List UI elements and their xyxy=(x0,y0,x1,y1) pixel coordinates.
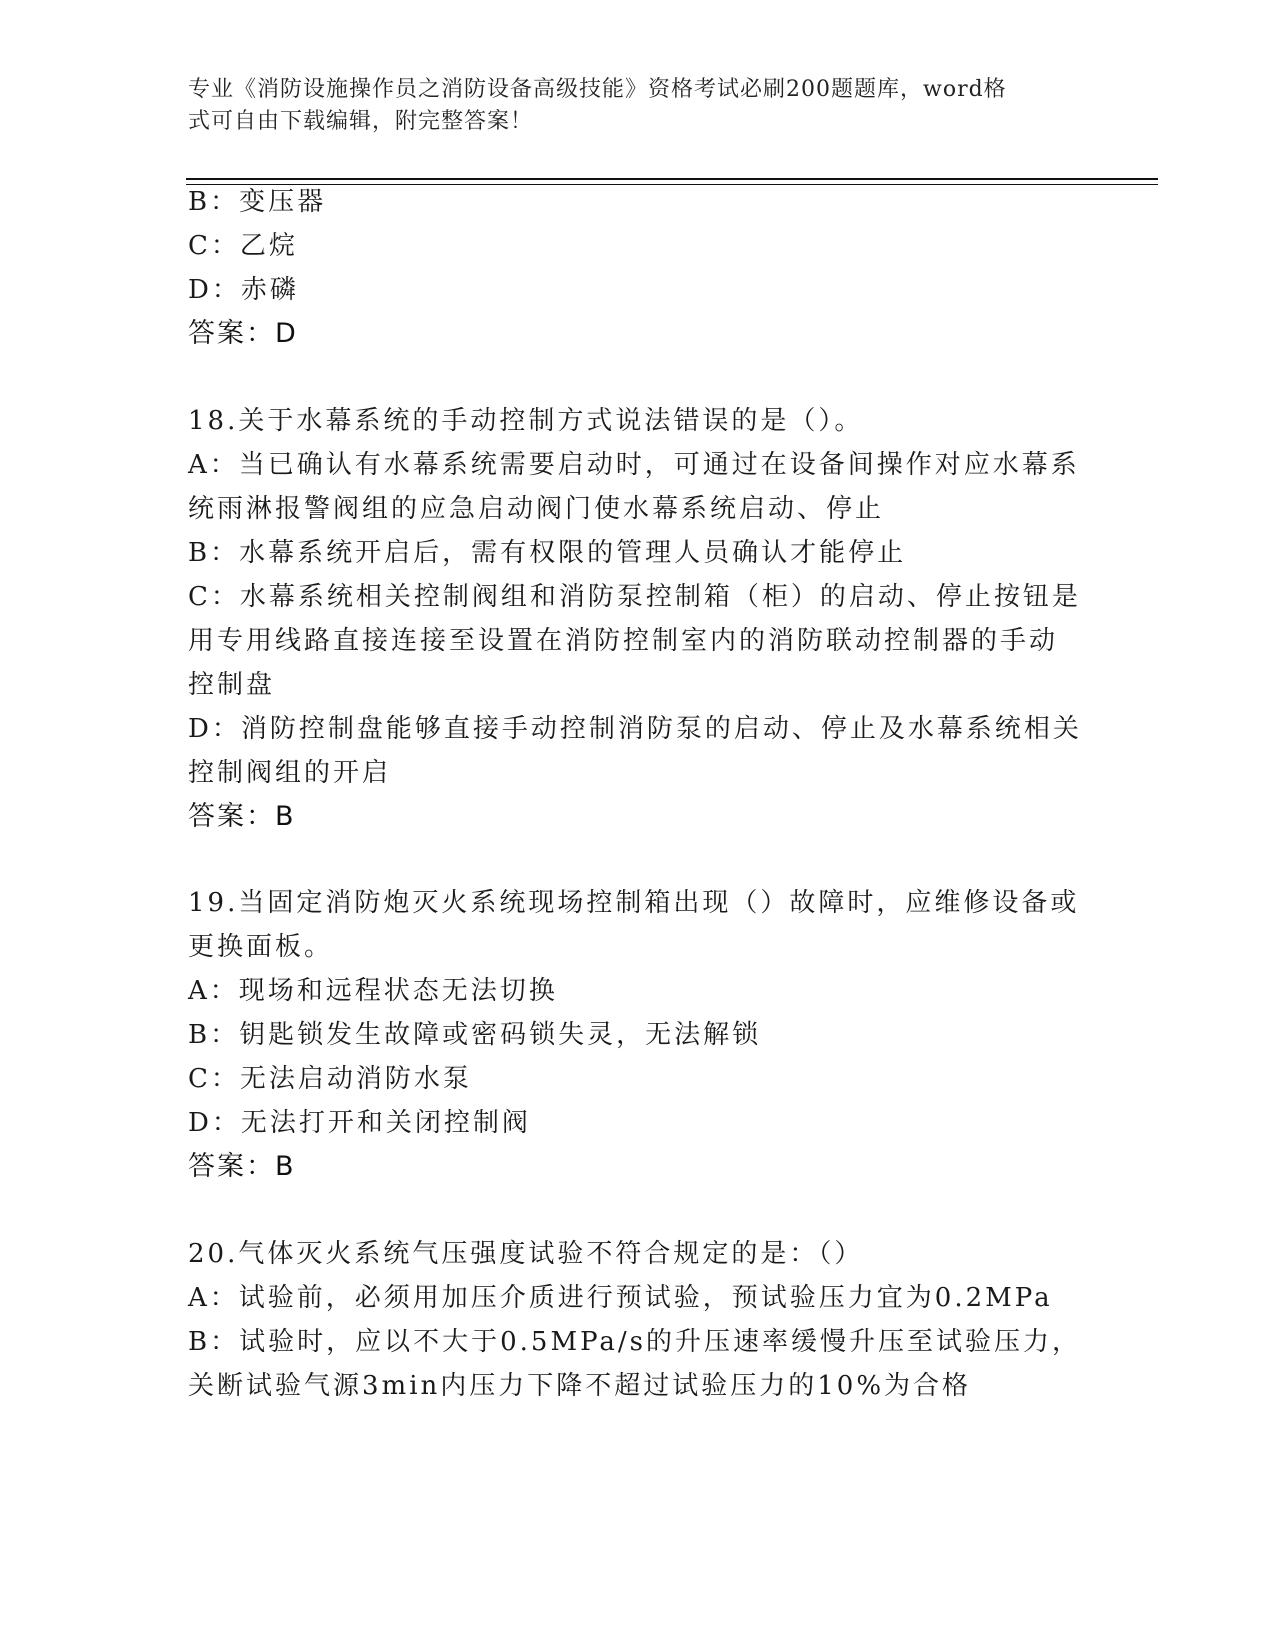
q18-option-c-cont: 用专用线路直接连接至设置在消防控制室内的消防联动控制器的手动 xyxy=(188,626,1059,656)
q18-option-a: A：当已确认有水幕系统需要启动时，可通过在设备间操作对应水幕系 xyxy=(188,450,1080,480)
prev-option-c: C：乙烷 xyxy=(188,231,298,261)
header-rule-thick xyxy=(186,178,1158,180)
q18-stem: 18.关于水幕系统的手动控制方式说法错误的是（）。 xyxy=(188,406,864,436)
q18-option-b: B：水幕系统开启后，需有权限的管理人员确认才能停止 xyxy=(188,538,907,568)
header-rule-thin xyxy=(186,184,1158,185)
header-line-2: 式可自由下载编辑，附完整答案！ xyxy=(188,109,534,134)
q20-stem: 20.气体灭火系统气压强度试验不符合规定的是：（） xyxy=(188,1239,864,1269)
q19-option-d: D：无法打开和关闭控制阀 xyxy=(188,1108,531,1138)
q19-option-b: B：钥匙锁发生故障或密码锁失灵，无法解锁 xyxy=(188,1020,762,1050)
q18-option-c-cont-2: 控制盘 xyxy=(188,670,276,700)
q18-option-c: C：水幕系统相关控制阀组和消防泵控制箱（柜）的启动、停止按钮是 xyxy=(188,582,1081,612)
prev-option-b: B：变压器 xyxy=(188,187,327,217)
page-header xyxy=(188,74,1068,138)
q19-stem: 19.当固定消防炮灭火系统现场控制箱出现（）故障时，应维修设备或 xyxy=(188,888,1080,918)
q19-option-c: C：无法启动消防水泵 xyxy=(188,1064,472,1094)
q19-answer: 答案：B xyxy=(188,1151,296,1182)
q18-option-d-cont: 控制阀组的开启 xyxy=(188,758,392,788)
q18-option-d: D：消防控制盘能够直接手动控制消防泵的启动、停止及水幕系统相关 xyxy=(188,714,1082,744)
q20-option-b-cont: 关断试验气源3min内压力下降不超过试验压力的10%为合格 xyxy=(188,1371,972,1401)
q20-option-b: B：试验时，应以不大于0.5MPa/s的升压速率缓慢升压至试验压力， xyxy=(188,1327,1082,1357)
header-line-1: 专业《消防设施操作员之消防设备高级技能》资格考试必刷200题题库，word格 xyxy=(188,77,1007,102)
q19-option-a: A：现场和远程状态无法切换 xyxy=(188,976,558,1006)
q18-answer: 答案：B xyxy=(188,801,296,832)
prev-option-d: D：赤磷 xyxy=(188,275,299,305)
q20-option-a: A：试验前，必须用加压介质进行预试验，预试验压力宜为0.2MPa xyxy=(188,1283,1053,1313)
prev-answer: 答案：D xyxy=(188,318,298,349)
q19-stem-cont: 更换面板。 xyxy=(188,932,334,962)
q18-option-a-cont: 统雨淋报警阀组的应急启动阀门使水幕系统启动、停止 xyxy=(188,494,885,524)
